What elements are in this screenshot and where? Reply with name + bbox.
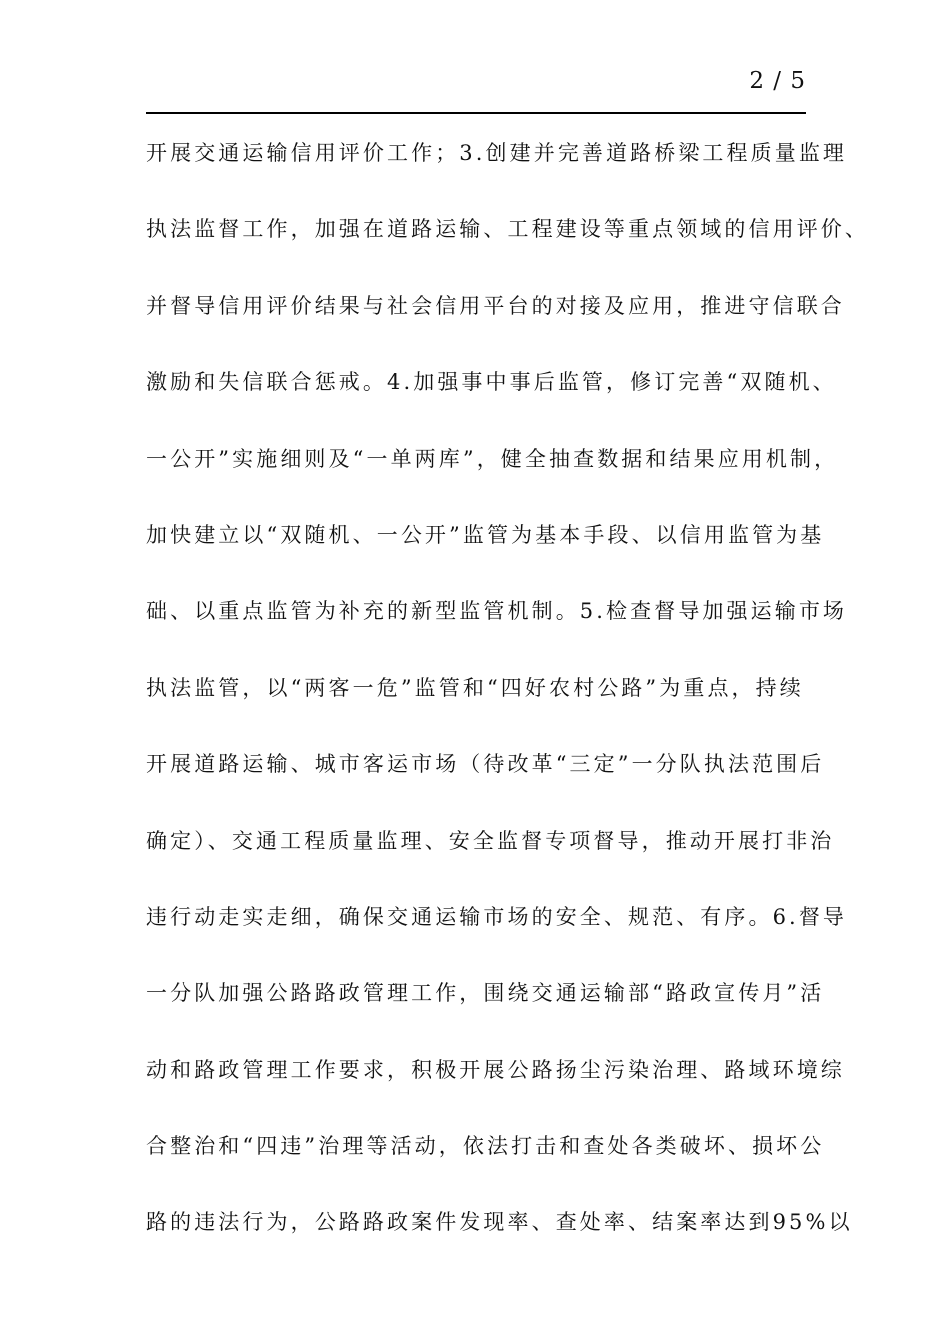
text-line: 一公开”实施细则及“一单两库”，健全抽查数据和结果应用机制， — [146, 446, 839, 471]
text-line: 加快建立以“双随机、一公开”监管为基本手段、以信用监管为基 — [146, 522, 825, 547]
page-header — [146, 62, 806, 114]
text-line: 激励和失信联合惩戒。4.加强事中事后监管，修订完善“双随机、 — [146, 370, 837, 395]
text-line: 动和路政管理工作要求，积极开展公路扬尘污染治理、路域环境综 — [146, 1057, 845, 1082]
document-body — [146, 133, 869, 1279]
text-line: 合整治和“四违”治理等活动，依法打击和查处各类破坏、损坏公 — [146, 1134, 825, 1159]
text-line: 一分队加强公路路政管理工作，围绕交通运输部“路政宣传月”活 — [146, 981, 825, 1006]
text-line: 执法监管，以“两客一危”监管和“四好农村公路”为重点，持续 — [146, 675, 804, 700]
text-line: 础、以重点监管为补充的新型监管机制。5.检查督导加强运输市场 — [146, 599, 848, 624]
text-line: 开展道路运输、城市客运市场（待改革“三定”一分队执法范围后 — [146, 752, 825, 777]
text-line: 确定）、交通工程质量监理、安全监督专项督导，推动开展打非治 — [146, 828, 835, 853]
text-line: 违行动走实走细，确保交通运输市场的安全、规范、有序。6.督导 — [146, 904, 848, 929]
text-line: 路的违法行为，公路路政案件发现率、查处率、结案率达到95%以 — [146, 1210, 853, 1235]
text-line: 开展交通运输信用评价工作；3.创建并完善道路桥梁工程质量监理 — [146, 141, 848, 165]
page-number: 2 / 5 — [749, 68, 806, 94]
text-line: 并督导信用评价结果与社会信用平台的对接及应用，推进守信联合 — [146, 293, 845, 318]
text-line: 执法监督工作，加强在道路运输、工程建设等重点领域的信用评价、 — [146, 217, 869, 242]
